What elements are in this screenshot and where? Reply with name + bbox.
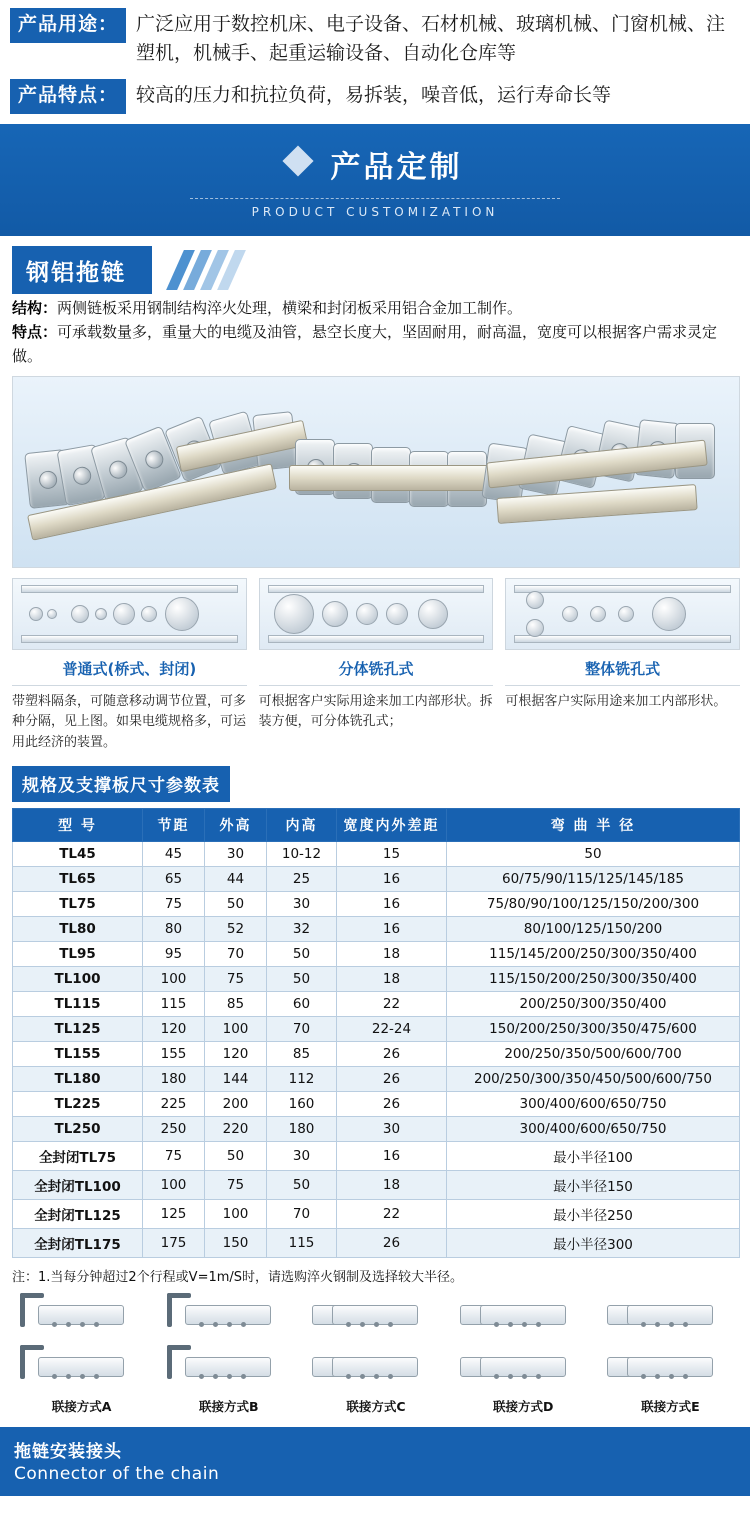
cell-model: 全封闭TL75 [13, 1142, 143, 1171]
cell-value: 26 [337, 1092, 447, 1117]
cell-value: 115/145/200/250/300/350/400 [447, 942, 740, 967]
connector-label-a: 联接方式A [51, 1399, 112, 1415]
spec-text-usage: 广泛应用于数控机床、电子设备、石材机械、玻璃机械、门窗机械、注塑机，机械手、起重运输设备、自动化仓库等 [136, 13, 726, 65]
cell-value: 144 [205, 1067, 267, 1092]
cell-value: 115/150/200/250/300/350/400 [447, 967, 740, 992]
connector-diagram-b1 [159, 1291, 298, 1341]
th-pitch: 节距 [143, 809, 205, 842]
cell-value: 100 [143, 1171, 205, 1200]
section-heading-label: 钢铝拖链 [12, 246, 152, 294]
connector-diagrams [0, 1285, 750, 1415]
banner-divider [190, 198, 560, 199]
cell-value: 22-24 [337, 1017, 447, 1042]
cell-model: TL95 [13, 942, 143, 967]
cell-value: 60 [267, 992, 337, 1017]
cell-value: 150/200/250/300/350/475/600 [447, 1017, 740, 1042]
table-row [13, 967, 740, 992]
cell-value: 115 [267, 1229, 337, 1258]
decorative-slashes [175, 250, 243, 290]
cell-value: 30 [267, 892, 337, 917]
cell-value: 最小半径150 [447, 1171, 740, 1200]
connector-diagram-e1 [601, 1291, 740, 1341]
feature-text: 可承载数量多，重量大的电缆及油管，悬空长度大，坚固耐用，耐高温，宽度可以根据客户需求灵定做。 [12, 322, 718, 365]
table-row [13, 1171, 740, 1200]
cell-value: 16 [337, 1142, 447, 1171]
cell-value: 125 [143, 1200, 205, 1229]
spec-text-features: 较高的压力和抗拉负荷，易拆装，噪音低，运行寿命长等 [136, 83, 612, 106]
table-row [13, 867, 740, 892]
cell-value: 16 [337, 892, 447, 917]
cell-value: 200 [205, 1092, 267, 1117]
table-row [13, 917, 740, 942]
type-title-whole-milled: 整体铣孔式 [505, 650, 740, 686]
connector-diagram-d1 [454, 1291, 593, 1341]
cell-value: 30 [267, 1142, 337, 1171]
connector-labels-row [12, 1395, 740, 1415]
cell-value: 10-12 [267, 842, 337, 867]
connector-diagram-d2 [454, 1343, 593, 1393]
product-customization-banner [0, 124, 750, 236]
cell-value: 80/100/125/150/200 [447, 917, 740, 942]
cell-value: 44 [205, 867, 267, 892]
table-row [13, 892, 740, 917]
cell-value: 30 [337, 1117, 447, 1142]
type-text-whole-milled: 可根据客户实际用途来加工内部形状。 [505, 693, 727, 709]
table-row [13, 842, 740, 867]
cell-value: 52 [205, 917, 267, 942]
cell-value: 200/250/300/350/400 [447, 992, 740, 1017]
type-cards [0, 568, 750, 754]
structure-line [12, 296, 740, 320]
type-card-whole-milled [505, 578, 740, 754]
cell-value: 最小半径100 [447, 1142, 740, 1171]
table-row [13, 1017, 740, 1042]
cell-model: TL115 [13, 992, 143, 1017]
type-title-standard: 普通式(桥式、封闭) [12, 650, 247, 686]
cell-model: 全封闭TL100 [13, 1171, 143, 1200]
th-inner-height: 内高 [267, 809, 337, 842]
cell-value: 最小半径250 [447, 1200, 740, 1229]
cell-value: 180 [143, 1067, 205, 1092]
table-header-row [13, 809, 740, 842]
bottom-spacer [0, 1496, 750, 1526]
cell-value: 100 [205, 1017, 267, 1042]
table-row [13, 1142, 740, 1171]
section-description [0, 294, 750, 368]
cell-value: 最小半径300 [447, 1229, 740, 1258]
cell-value: 100 [143, 967, 205, 992]
type-image-standard [12, 578, 247, 650]
bottom-banner-en: Connector of the chain [14, 1464, 220, 1485]
cell-value: 80 [143, 917, 205, 942]
cell-value: 70 [205, 942, 267, 967]
cell-model: TL180 [13, 1067, 143, 1092]
cell-value: 50 [205, 892, 267, 917]
connector-diagram-e2 [601, 1343, 740, 1393]
cell-value: 50 [205, 1142, 267, 1171]
cell-value: 18 [337, 967, 447, 992]
cell-value: 60/75/90/115/125/145/185 [447, 867, 740, 892]
cell-value: 85 [205, 992, 267, 1017]
spec-row-features [10, 79, 740, 114]
structure-key: 结构： [12, 298, 58, 317]
cell-value: 50 [267, 967, 337, 992]
cell-value: 75 [143, 892, 205, 917]
bottom-banner-cn: 拖链安装接头 [14, 1442, 122, 1463]
spec-label-usage: 产品用途： [10, 8, 126, 43]
cell-value: 15 [337, 842, 447, 867]
type-text-standard: 带塑料隔条，可随意移动调节位置，可多种分隔，见上图。如果电缆规格多，可运用此经济的装置。 [12, 693, 247, 751]
cell-model: TL225 [13, 1092, 143, 1117]
cell-value: 22 [337, 1200, 447, 1229]
cell-value: 30 [205, 842, 267, 867]
table-title: 规格及支撑板尺寸参数表 [12, 766, 230, 802]
connector-row-top [12, 1291, 740, 1341]
table-note: 注：1.当每分钟超过2个行程或V=1m/S时，请选购淬火钢制及选择较大半径。 [12, 1270, 464, 1286]
cell-value: 32 [267, 917, 337, 942]
connector-label-b: 联接方式B [199, 1399, 259, 1415]
cell-model: TL250 [13, 1117, 143, 1142]
cell-value: 300/400/600/650/750 [447, 1117, 740, 1142]
cell-value: 112 [267, 1067, 337, 1092]
table-row [13, 1092, 740, 1117]
spec-label-features: 产品特点： [10, 79, 126, 114]
cell-value: 50 [447, 842, 740, 867]
cell-value: 85 [267, 1042, 337, 1067]
cell-model: TL45 [13, 842, 143, 867]
cell-value: 300/400/600/650/750 [447, 1092, 740, 1117]
table-row [13, 942, 740, 967]
diamond-icon [283, 145, 314, 176]
cell-value: 75 [205, 1171, 267, 1200]
cell-value: 26 [337, 1042, 447, 1067]
table-row [13, 992, 740, 1017]
type-image-whole-milled [505, 578, 740, 650]
cell-model: TL100 [13, 967, 143, 992]
cell-value: 220 [205, 1117, 267, 1142]
cell-value: 200/250/350/500/600/700 [447, 1042, 740, 1067]
cell-value: 18 [337, 942, 447, 967]
cell-value: 50 [267, 1171, 337, 1200]
table-row [13, 1200, 740, 1229]
cell-value: 175 [143, 1229, 205, 1258]
connector-label-c: 联接方式C [346, 1399, 406, 1415]
section-heading [0, 246, 750, 294]
table-row [13, 1067, 740, 1092]
th-outer-height: 外高 [205, 809, 267, 842]
cell-value: 16 [337, 917, 447, 942]
cell-model: TL80 [13, 917, 143, 942]
cell-value: 200/250/300/350/450/500/600/750 [447, 1067, 740, 1092]
cell-model: TL125 [13, 1017, 143, 1042]
connector-diagram-b2 [159, 1343, 298, 1393]
banner-title: 产品定制 [330, 149, 463, 185]
cell-value: 75 [205, 967, 267, 992]
bottom-banner [0, 1427, 750, 1496]
cell-value: 120 [143, 1017, 205, 1042]
cell-model: TL65 [13, 867, 143, 892]
cell-value: 70 [267, 1017, 337, 1042]
cell-value: 155 [143, 1042, 205, 1067]
cell-model: 全封闭TL175 [13, 1229, 143, 1258]
connector-diagram-a1 [12, 1291, 151, 1341]
connector-diagram-a2 [12, 1343, 151, 1393]
th-model: 型 号 [13, 809, 143, 842]
product-photo [12, 376, 740, 568]
connector-label-e: 联接方式E [641, 1399, 700, 1415]
cell-value: 45 [143, 842, 205, 867]
connector-row-bottom [12, 1343, 740, 1393]
th-bend-radius: 弯 曲 半 径 [447, 809, 740, 842]
cell-value: 250 [143, 1117, 205, 1142]
table-row [13, 1042, 740, 1067]
cell-value: 180 [267, 1117, 337, 1142]
type-card-standard [12, 578, 247, 754]
feature-key: 特点： [12, 322, 58, 341]
cell-value: 95 [143, 942, 205, 967]
type-title-split-milled: 分体铣孔式 [259, 650, 494, 686]
feature-line [12, 320, 740, 368]
connector-diagram-c2 [306, 1343, 445, 1393]
cell-value: 115 [143, 992, 205, 1017]
cell-value: 65 [143, 867, 205, 892]
connector-label-d: 联接方式D [493, 1399, 554, 1415]
banner-subtitle: PRODUCT CUSTOMIZATION [251, 204, 499, 219]
cell-value: 25 [267, 867, 337, 892]
cell-model: 全封闭TL125 [13, 1200, 143, 1229]
table-row [13, 1229, 740, 1258]
cell-value: 150 [205, 1229, 267, 1258]
cell-value: 18 [337, 1171, 447, 1200]
type-image-split-milled [259, 578, 494, 650]
spec-row-usage [10, 8, 740, 69]
cell-value: 26 [337, 1067, 447, 1092]
cell-value: 22 [337, 992, 447, 1017]
top-specs-block [0, 0, 750, 114]
type-card-split-milled [259, 578, 494, 754]
connector-diagram-c1 [306, 1291, 445, 1341]
cell-value: 70 [267, 1200, 337, 1229]
cell-value: 26 [337, 1229, 447, 1258]
cable-chain-illustration [27, 403, 727, 543]
type-text-split-milled: 可根据客户实际用途来加工内部形状。拆装方便，可分体铣孔式； [258, 693, 493, 730]
cell-model: TL155 [13, 1042, 143, 1067]
structure-text: 两侧链板采用钢制结构淬火处理，横梁和封闭板采用铝合金加工制作。 [57, 298, 523, 317]
cell-model: TL75 [13, 892, 143, 917]
spec-table [12, 808, 740, 1258]
cell-value: 100 [205, 1200, 267, 1229]
cell-value: 50 [267, 942, 337, 967]
cell-value: 225 [143, 1092, 205, 1117]
table-row [13, 1117, 740, 1142]
th-width-diff: 宽度内外差距 [337, 809, 447, 842]
cell-value: 75 [143, 1142, 205, 1171]
cell-value: 160 [267, 1092, 337, 1117]
cell-value: 120 [205, 1042, 267, 1067]
cell-value: 75/80/90/100/125/150/200/300 [447, 892, 740, 917]
cell-value: 16 [337, 867, 447, 892]
